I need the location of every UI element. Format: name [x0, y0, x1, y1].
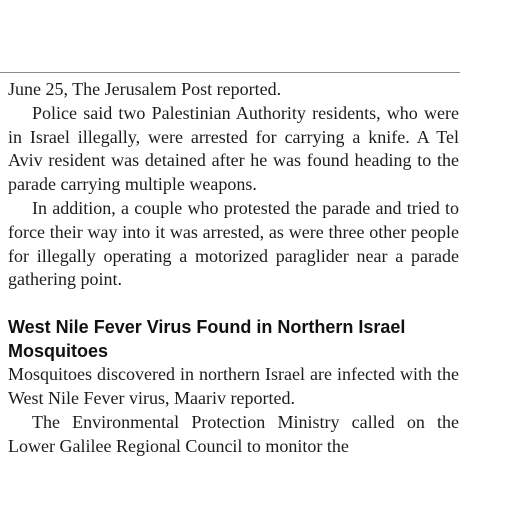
article-headline: West Nile Fever Virus Found in Northern Israel Mosquitoes — [8, 317, 406, 361]
article-column — [8, 78, 459, 458]
next-article-paragraph-2: The Environmental Protection Ministry called on the Lower Galilee Regional Council to monitor the — [8, 411, 459, 456]
article-paragraph-2: Police said two Palestinian Authority residents, who were in Israel illegally, were arrested for carrying a knife. A Tel Aviv resident was detained after he was found heading to the parade carrying multiple weapons. — [8, 102, 459, 195]
column-top-rule — [0, 72, 460, 73]
section-spacer — [8, 292, 459, 316]
article-paragraph-1: June 25, The Jerusalem Post reported. — [8, 79, 282, 99]
article-paragraph-3: In addition, a couple who protested the parade and tried to force their way into it was arrested, as were three other people for illegally operating a motorized paraglider near a parade gathering point. — [8, 197, 459, 290]
next-article-paragraph-1: Mosquitoes discovered in northern Israel are infected with the West Nile Fever virus, Maariv reported. — [8, 364, 459, 408]
